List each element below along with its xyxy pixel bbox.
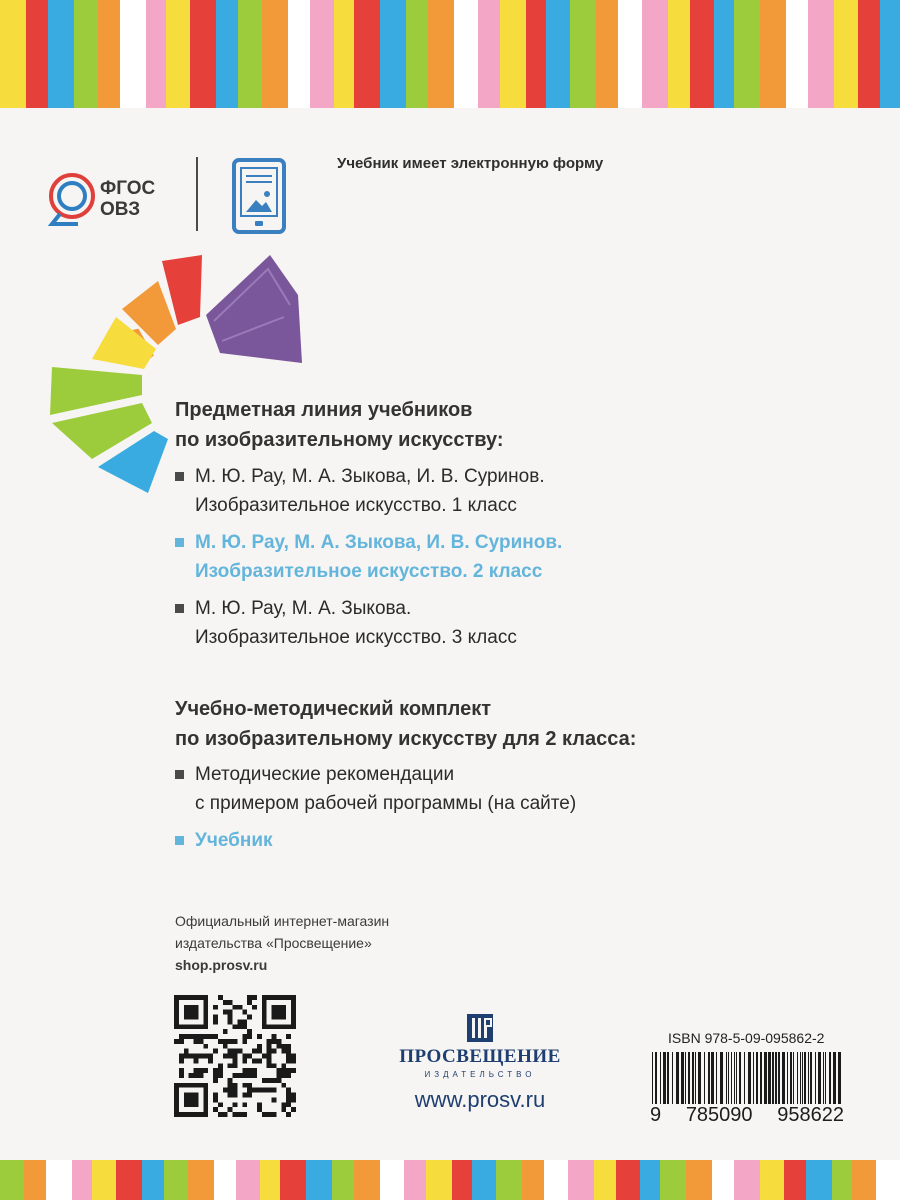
stripe <box>236 1160 260 1200</box>
stripe <box>428 0 454 108</box>
stripe <box>74 0 98 108</box>
stripe <box>568 1160 594 1200</box>
stripe <box>452 1160 472 1200</box>
stripe <box>310 0 334 108</box>
stripe <box>640 1160 660 1200</box>
stripe <box>760 0 786 108</box>
isbn-digit-group: 785090 <box>685 1104 753 1126</box>
shop-line1: Официальный интернет-магазин <box>175 913 390 929</box>
stripe <box>594 1160 616 1200</box>
stripe <box>164 1160 188 1200</box>
kit-heading-line1: Учебно-методический комплект <box>175 698 492 720</box>
stripe <box>72 1160 92 1200</box>
stripe <box>406 0 428 108</box>
stripe <box>500 0 526 108</box>
stripe <box>544 1160 568 1200</box>
shop-url[interactable]: shop.prosv.ru <box>175 957 268 973</box>
stripe <box>24 1160 46 1200</box>
subject-heading-line1: Предметная линия учебников <box>175 399 473 421</box>
stripe <box>190 0 216 108</box>
stripe <box>306 1160 332 1200</box>
kit-item-line1: Методические рекомендации <box>195 764 455 785</box>
stripe <box>380 1160 404 1200</box>
stripe <box>618 0 642 108</box>
stripe <box>26 0 48 108</box>
stripe <box>478 0 500 108</box>
stripe <box>426 1160 452 1200</box>
kit-heading <box>175 694 636 754</box>
stripe <box>48 0 74 108</box>
top-color-stripes <box>0 0 900 108</box>
stripe <box>784 1160 806 1200</box>
kit-item-line1: Учебник <box>195 830 273 851</box>
stripe <box>806 1160 832 1200</box>
kit-heading-line2: по изобразительному искусству для 2 класса: <box>175 728 637 750</box>
stripe <box>120 0 146 108</box>
stripe <box>262 0 288 108</box>
publisher-url[interactable]: www.prosv.ru <box>414 1087 546 1112</box>
subject-heading-line2: по изобразительному искусству: <box>175 429 504 451</box>
stripe <box>832 1160 852 1200</box>
stripe <box>690 0 714 108</box>
stripe <box>760 1160 784 1200</box>
stripe <box>354 0 380 108</box>
publisher-name: ПРОСВЕЩЕНИЕ <box>399 1046 561 1067</box>
stripe <box>142 1160 164 1200</box>
stripe <box>712 1160 734 1200</box>
stripe <box>98 0 120 108</box>
book-title: Изобразительное искусство. 3 класс <box>195 627 517 648</box>
list-item-grade2-current <box>175 528 562 586</box>
stripe <box>858 0 880 108</box>
stripe <box>166 0 190 108</box>
shop-line2: издательства «Просвещение» <box>175 935 372 951</box>
stripe <box>0 1160 24 1200</box>
stripe <box>668 0 690 108</box>
tablet-icon <box>232 158 286 234</box>
color-wheel-icon <box>40 245 320 495</box>
stripe <box>116 1160 142 1200</box>
kit-item-line2: с примером рабочей программы (на сайте) <box>195 793 577 814</box>
isbn-label: ISBN 978-5-09-095862-2 <box>668 1030 825 1046</box>
list-item-methodical <box>175 760 576 818</box>
stripe <box>786 0 808 108</box>
stripe <box>522 1160 544 1200</box>
stripe <box>546 0 570 108</box>
stripe <box>332 1160 354 1200</box>
list-item-grade1 <box>175 462 562 520</box>
fgos-line: ФГОС <box>100 178 156 199</box>
kit-list <box>175 760 576 863</box>
stripe <box>734 0 760 108</box>
stripe <box>642 0 668 108</box>
stripe <box>214 1160 236 1200</box>
stripe <box>380 0 406 108</box>
stripe <box>472 1160 496 1200</box>
stripe <box>454 0 478 108</box>
stripe <box>808 0 834 108</box>
book-authors: М. Ю. Рау, М. А. Зыкова. <box>195 598 412 619</box>
stripe <box>280 1160 306 1200</box>
stripe <box>852 1160 876 1200</box>
stripe <box>288 0 310 108</box>
book-authors: М. Ю. Рау, М. А. Зыкова, И. В. Суринов. <box>195 466 545 487</box>
stripe <box>260 1160 280 1200</box>
stripe <box>188 1160 214 1200</box>
isbn-digits <box>648 1104 846 1127</box>
stripe <box>660 1160 686 1200</box>
list-item-textbook <box>175 826 576 855</box>
subject-line-list <box>175 462 562 660</box>
stripe <box>334 0 354 108</box>
stripe <box>496 1160 522 1200</box>
stripe <box>46 1160 72 1200</box>
stripe <box>404 1160 426 1200</box>
qr-code-icon[interactable] <box>174 993 296 1119</box>
isbn-digit-group: 958622 <box>777 1104 844 1126</box>
stripe <box>834 0 858 108</box>
stripe <box>596 0 618 108</box>
stripe <box>526 0 546 108</box>
stripe <box>354 1160 380 1200</box>
ovz-line: ОВЗ <box>100 199 141 220</box>
list-item-grade3 <box>175 594 562 652</box>
header-divider <box>196 157 198 231</box>
stripe <box>0 0 26 108</box>
stripe <box>146 0 166 108</box>
stripe <box>880 0 900 108</box>
isbn-digit-group: 9 <box>650 1104 662 1126</box>
stripe <box>216 0 238 108</box>
stripe <box>238 0 262 108</box>
stripe <box>734 1160 760 1200</box>
stripe <box>876 1160 900 1200</box>
stripe <box>570 0 596 108</box>
publisher-logo-icon <box>465 1010 495 1044</box>
electronic-form-note: Учебник имеет электронную форму <box>337 155 604 172</box>
book-title: Изобразительное искусство. 1 класс <box>195 495 517 516</box>
fgos-ovz-label <box>100 178 155 220</box>
publisher-subtitle: ИЗДАТЕЛЬСТВО <box>424 1070 536 1079</box>
book-authors: М. Ю. Рау, М. А. Зыкова, И. В. Суринов. <box>195 532 563 553</box>
book-title: Изобразительное искусство. 2 класс <box>195 561 543 582</box>
stripe <box>686 1160 712 1200</box>
stripe <box>92 1160 116 1200</box>
bottom-color-stripes <box>0 1160 900 1200</box>
publisher-block <box>390 1010 570 1113</box>
subject-line-heading <box>175 395 504 455</box>
shop-info <box>175 910 389 976</box>
stripe <box>616 1160 640 1200</box>
stripe <box>714 0 734 108</box>
